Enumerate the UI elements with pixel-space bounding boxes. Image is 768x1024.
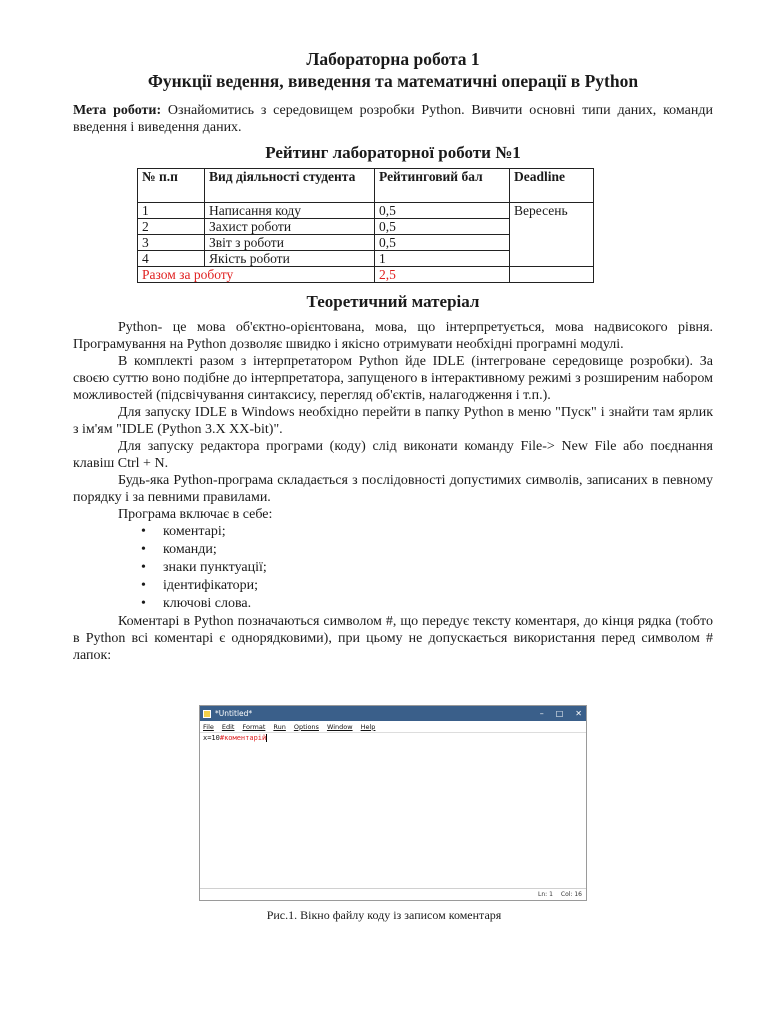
table-cell: Захист роботи [205,219,375,235]
table-total-row [138,267,594,283]
bullet-list [73,523,713,613]
table-header: Рейтинговий бал [375,169,510,203]
rating-table [137,168,594,283]
paragraph: Будь-яка Python-програма складається з послідовності допустимих символів, записаних в певному порядку і за певними правилами. [73,473,713,505]
menu-format[interactable]: Format [242,722,266,731]
deadline-cell: Вересень [510,203,594,267]
python-icon [203,710,211,718]
code-comment: #коментарій [219,734,267,742]
list-item: • ключові слова. [141,595,713,613]
list-item: • знаки пунктуації; [141,559,713,577]
menu-file[interactable]: File [203,722,214,731]
total-label: Разом за роботу [138,267,375,283]
paragraph: В комплекті разом з інтерпретатором Python йде IDLE (інтегроване середовище розробки). За своєю суттю воно подібне до інтерпретатора, запущеного в інтерактивному режимі з розширеним набором можливостей (підсвічування синтаксису, перегляд об'єктів, налагодження і т.п.). [73,354,713,403]
table-header: № п.п [138,169,205,203]
menu-run[interactable]: Run [273,722,286,731]
menu-window[interactable]: Window [326,722,353,731]
paragraph: Python- це мова об'єктно-орієнтована, мова, що інтерпретується, мова надвисокого рівня. Програмування на Python дозволяє швидко і якісно отримувати необхідні програмні модулі. [73,320,713,352]
table-cell: 1 [375,251,510,267]
table-cell-empty [510,267,594,283]
table-cell: 3 [138,235,205,251]
rating-title: Рейтинг лабораторної роботи №1 [265,143,521,162]
close-icon[interactable]: ✕ [575,709,582,718]
table-cell: 2 [138,219,205,235]
text-caret [266,734,267,742]
minimize-icon[interactable]: – [539,709,544,718]
table-cell: 4 [138,251,205,267]
table-header-row [138,169,594,203]
menu-edit[interactable]: Edit [221,722,235,731]
title-line-1: Лабораторна робота 1 [306,49,480,69]
idle-window-title: *Untitled* [215,709,253,718]
comment-paragraph: Коментарі в Python позначаються символом #, що передує тексту коментаря, до кінця рядка (тобто в Python всі коментарі є однорядковими), при цьому не допускається використання перед символом # лапок: [73,614,713,663]
table-header: Вид діяльності студента [205,169,375,203]
status-column: Col: 16 [560,891,582,898]
title-line-2: Функції ведення, виведення та математичні операції в Python [147,71,639,91]
goal-paragraph [73,102,713,136]
idle-titlebar[interactable] [200,706,586,721]
idle-statusbar [200,888,586,900]
code-assignment: x=10 [203,734,220,742]
table-cell: Якість роботи [205,251,375,267]
table-cell: 0,5 [375,219,510,235]
status-line: Ln: 1 [538,891,553,898]
document-page [73,48,713,664]
idle-window-figure [199,705,587,901]
table-cell: 0,5 [375,235,510,251]
paragraph: Для запуску IDLE в Windows необхідно перейти в папку Python в меню "Пуск" і знайти там ярлик з ім'ям "IDLE (Python 3.X XX-bit)". [73,405,713,437]
maximize-icon[interactable]: □ [555,709,564,718]
list-item: • ідентифікатори; [141,577,713,595]
code-editor[interactable] [200,733,586,888]
table-cell: Написання коду [205,203,375,219]
table-header: Deadline [510,169,594,203]
list-item: • команди; [141,541,713,559]
menu-options[interactable]: Options [293,722,319,731]
total-value: 2,5 [375,267,510,283]
goal-label: Мета роботи: [73,103,162,118]
theory-title: Теоретичний матеріал [306,292,480,311]
menu-help[interactable]: Help [360,722,376,731]
table-cell: 1 [138,203,205,219]
table-cell: 0,5 [375,203,510,219]
goal-text: Ознайомитись з середовищем розробки Python. Вивчити основні типи даних, команди введення і виведення даних. [73,103,713,135]
paragraph: Програма включає в себе: [118,507,273,522]
list-item: • коментарі; [141,523,713,541]
table-row [138,203,594,219]
figure-caption: Рис.1. Вікно файлу коду із записом коментаря [266,908,502,922]
paragraph: Для запуску редактора програми (коду) слід виконати команду File-> New File або поєднання клавіш Ctrl + N. [73,439,713,471]
table-cell: Звіт з роботи [205,235,375,251]
idle-menubar [200,721,586,733]
window-controls [540,706,582,721]
